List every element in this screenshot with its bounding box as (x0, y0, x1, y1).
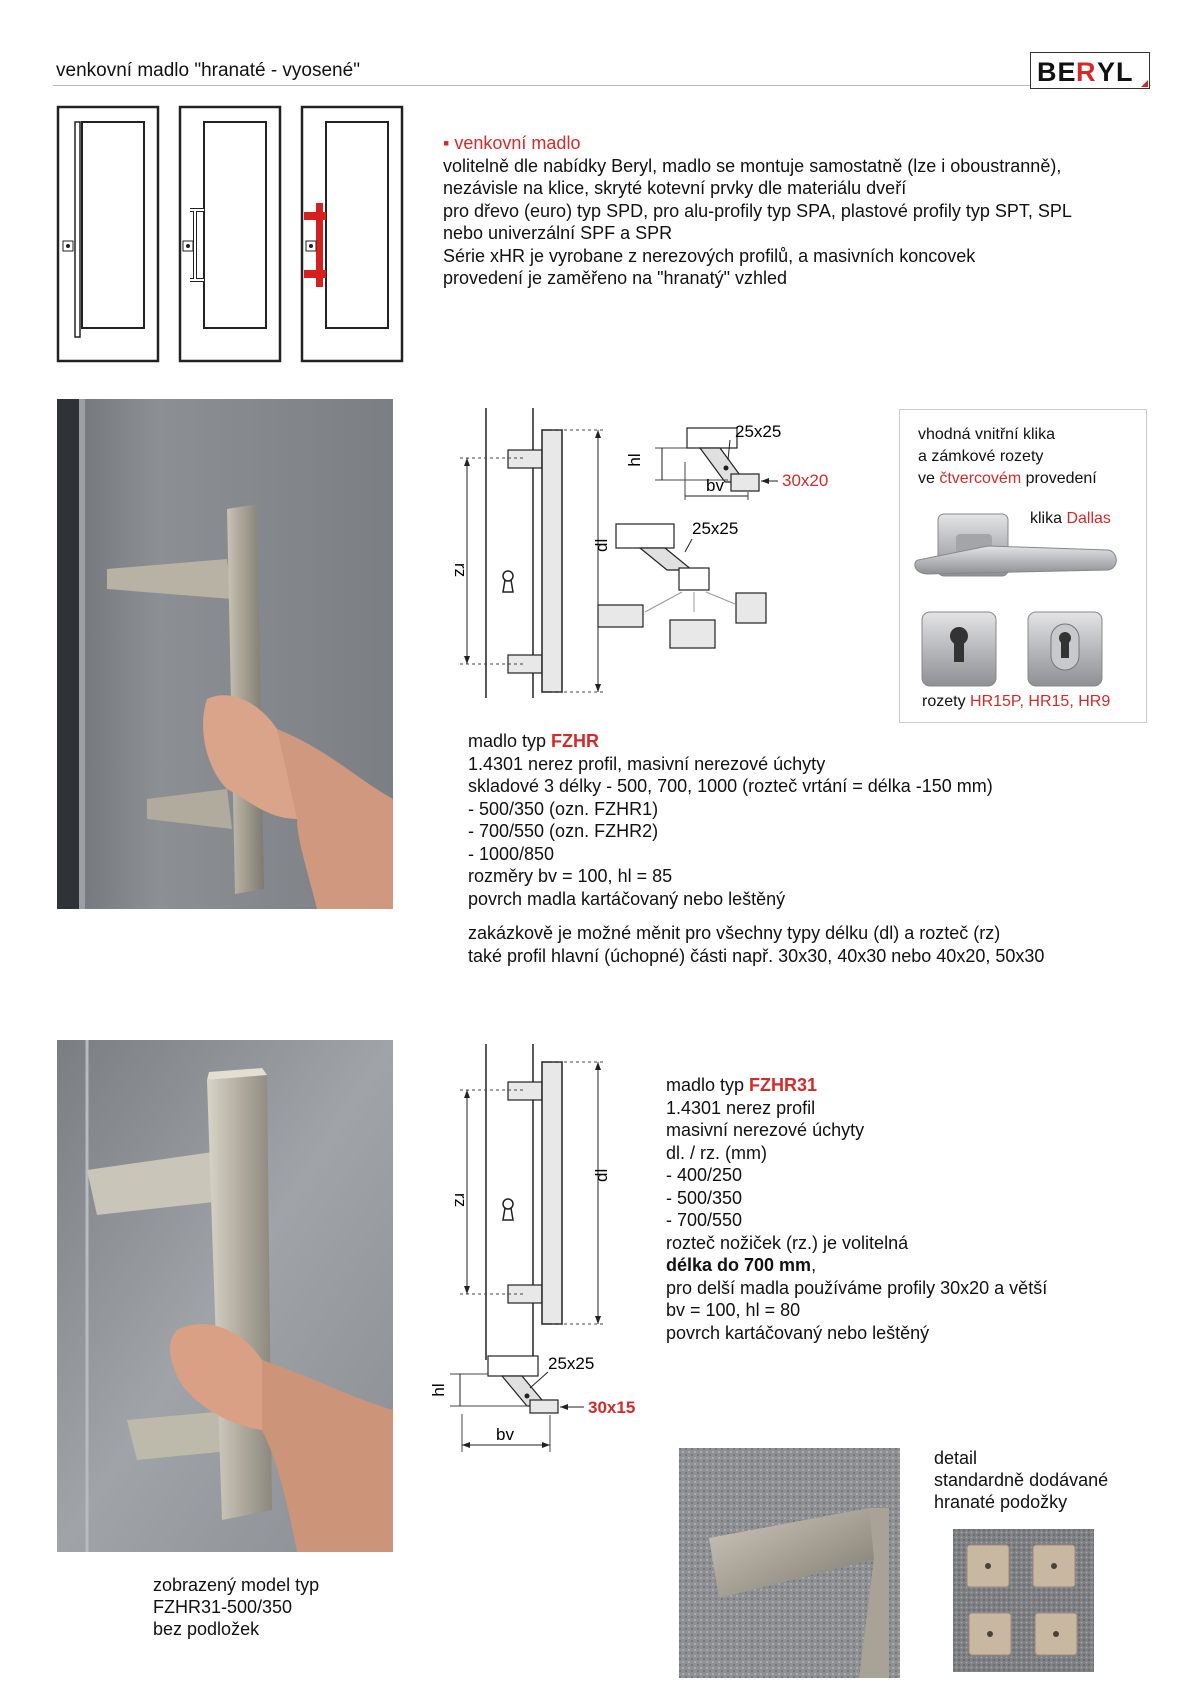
fzhr-custom-line: zakázkově je možné měnit pro všechny typy délku (dl) a rozteč (rz) (468, 923, 1001, 943)
fzhr31-line: rozteč nožiček (rz.) je volitelná (666, 1232, 909, 1253)
page-title: venkovní madlo "hranaté - vyosené" (56, 60, 360, 81)
fzhr-line: skladové 3 délky - 500, 700, 1000 (rozteč vrtání = délka -150 mm) (468, 776, 993, 796)
detail-caption: detail standardně dodávané hranaté podožky (934, 1448, 1109, 1512)
label-size-c: 25x25 (692, 519, 739, 538)
fzhr-line: - 500/350 (ozn. FZHR1) (468, 798, 659, 819)
fzhr-line: - 1000/850 (468, 843, 555, 864)
box-line: vhodná vnitřní klika (918, 426, 1055, 443)
intro-line: pro dřevo (euro) typ SPD, pro alu-profily typ SPA, plastové profily typ SPT, SPL (443, 200, 1072, 221)
fzhr-line: - 700/550 (ozn. FZHR2) (468, 821, 659, 841)
box-line: a zámkové rozety (918, 448, 1044, 465)
label-hl: hl (430, 1383, 448, 1397)
fzhr31-description (666, 1074, 1047, 1344)
fzhr31-title: madlo typ FZHR31 (666, 1075, 818, 1095)
label-size-a: 25x25 (548, 1354, 595, 1373)
beryl-logo (1030, 52, 1150, 89)
fzhr31-line: - 500/350 (666, 1187, 743, 1208)
svg-text:YL: YL (1097, 57, 1134, 87)
fzhr-custom-line: také profil hlavní (úchopné) části např. 30x30, 40x30 nebo 40x20, 50x30 (468, 945, 1045, 966)
intro-line: nebo univerzální SPF a SPR (443, 223, 673, 243)
fzhr-title: madlo typ FZHR (468, 731, 600, 751)
intro-text (443, 132, 1072, 290)
svg-text:BE: BE (1037, 57, 1077, 87)
label-rz: rz (451, 1193, 470, 1208)
label-bv: bv (706, 476, 724, 495)
fzhr31-line: pro delší madla používáme profily 30x20 a větší (666, 1277, 1048, 1298)
label-size-b: 30x20 (782, 471, 829, 490)
photo-square-pads (953, 1529, 1094, 1672)
label-hl: hl (625, 453, 644, 467)
dallas-handle-image (908, 508, 1138, 688)
label-size-b: 30x15 (588, 1398, 636, 1417)
photo-detail-standoff (679, 1448, 900, 1678)
rozety-label: rozety HR15P, HR15, HR9 (922, 693, 1111, 710)
fzhr31-line: bv = 100, hl = 80 (666, 1300, 801, 1320)
photo-fzhr31-handle (57, 1040, 393, 1552)
interior-handle-box (899, 409, 1147, 723)
fzhr-line: povrch madla kartáčovaný nebo leštěný (468, 888, 786, 909)
door-icon-long-handle (58, 107, 158, 361)
fzhr-description (468, 730, 1044, 967)
door-icons (56, 105, 406, 370)
intro-line: provedení je zaměřeno na "hranatý" vzhled (443, 268, 787, 288)
intro-line: nezávisle na klice, skryté kotevní prvky dle materiálu dveří (443, 178, 907, 198)
door-icon-short-handle (180, 107, 280, 361)
intro-heading: ▪ venkovní madlo (443, 133, 581, 153)
box-line: ve čtvercovém provedení (918, 470, 1097, 487)
fzhr-line: rozměry bv = 100, hl = 85 (468, 866, 673, 886)
fzhr31-line: dl. / rz. (mm) (666, 1142, 767, 1163)
fzhr31-line: - 700/550 (666, 1210, 743, 1230)
photo-fzhr-handle (57, 399, 393, 909)
label-size-a: 25x25 (735, 422, 782, 441)
photo2-caption: zobrazený model typ FZHR31-500/350 bez podložek (153, 1575, 320, 1639)
header-rule (53, 85, 1151, 86)
diagram-fzhr-dimensions (430, 400, 870, 705)
fzhr31-line: masivní nerezové úchyty (666, 1120, 865, 1140)
diagram-fzhr31-dimensions (430, 1040, 660, 1457)
label-bv: bv (496, 1425, 514, 1444)
svg-text:R: R (1076, 57, 1096, 87)
intro-line: volitelně dle nabídky Beryl, madlo se montuje samostatně (lze i oboustranně), (443, 155, 1062, 176)
intro-line: Série xHR je vyrobane z nerezových profilů, a masivních koncovek (443, 245, 976, 266)
fzhr31-line: 1.4301 nerez profil (666, 1097, 816, 1118)
label-dl: dl (592, 1168, 611, 1182)
fzhr31-line: - 400/250 (666, 1165, 743, 1185)
fzhr-line: 1.4301 nerez profil, masivní nerezové úchyty (468, 753, 826, 774)
label-rz: rz (451, 563, 470, 578)
door-icon-red-handle (302, 107, 402, 361)
label-dl: dl (592, 538, 611, 552)
klika-label: klika Dallas (1030, 510, 1111, 527)
fzhr31-bold-line: délka do 700 mm, (666, 1255, 817, 1275)
fzhr31-line: povrch kartáčovaný nebo leštěný (666, 1322, 930, 1343)
